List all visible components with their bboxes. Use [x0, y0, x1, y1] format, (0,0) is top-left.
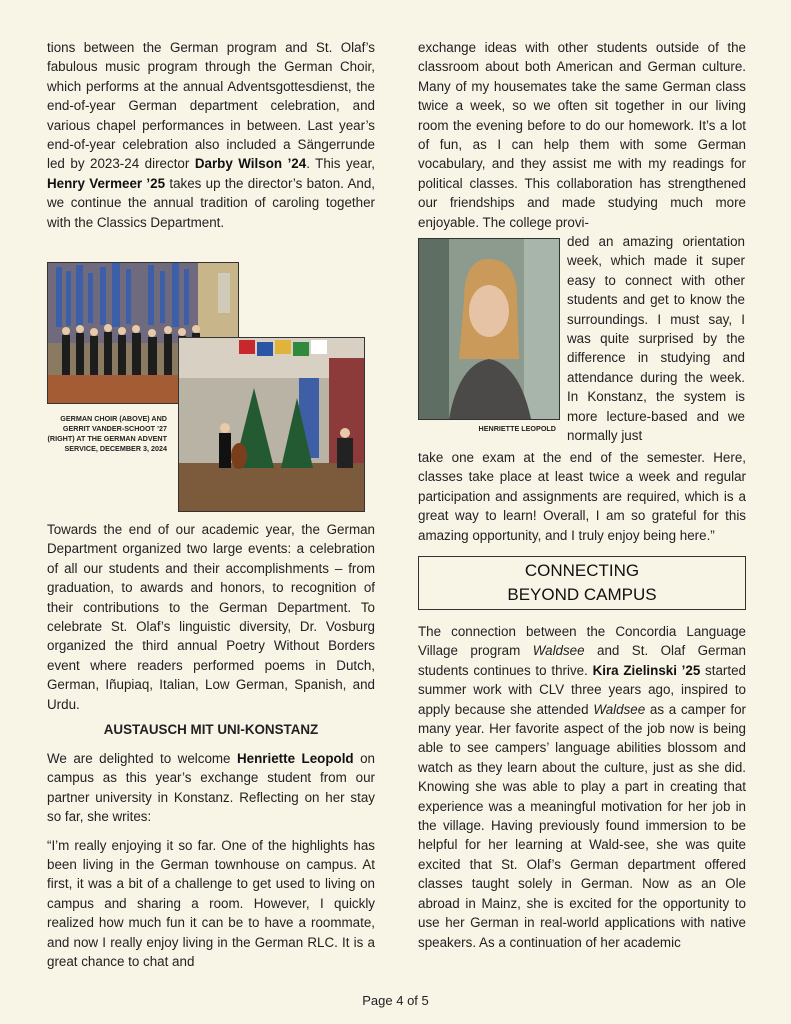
advent-service-photo: [178, 337, 365, 512]
boxed-heading: [418, 556, 746, 610]
paragraph: “I’m really enjoying it so far. One of the highlights has been living in the German townhouse on campus. At first, it was a bit of a challenge to get used to living on campus and sharing a room. However, I quickly realized how much fun it can be to have a roommate, and now I really enjoy living in the German RLC. It is a great chance to chat and: [47, 837, 375, 970]
right-column-bottom: [418, 622, 746, 952]
left-column-lower: [47, 520, 375, 714]
paragraph: Towards the end of our academic year, the German Department organized two large events: a celebration of all our students and their accomplishments – from graduation, to awards and honors, to recognition of their contributions to the German Department. To celebrate St. Olaf’s linguistic diversity, Dr. Vosburg organized the third annual Poetry Without Borders event where readers performed poems in Dutch, German, Iñupiaq, Italian, Low German, Spanish, and Urdu.: [47, 522, 375, 712]
paragraph: take one exam at the end of the semester. Here, classes take place at least twice a week and regular participation and assignments are required, which is a great way to learn! Overall, I am so grateful for this amazing opportunity, and I truly enjoy being here.”: [418, 450, 746, 543]
paragraph: exchange ideas with other students outside of the classroom about both American and German culture. Many of my housemates take the same German class twice a week, so we often sit together in our living room the evening before to do our homework. It’s a lot of fun, as I can help them with some German vocabulary, and they assist me with my readings for political classes. This collaboration has strengthened our friendships and made studying much more enjoyable. The college provi-: [418, 40, 746, 230]
left-column-bottom: [47, 749, 375, 971]
right-column-mid: [418, 448, 746, 545]
photo-caption: HENRIETTE LEOPOLD: [478, 424, 556, 433]
right-column: [418, 38, 746, 232]
right-column-wrap: [567, 232, 745, 445]
section-heading: AUSTAUSCH MIT UNI-KONSTANZ: [103, 722, 319, 737]
paragraph: We are delighted to welcome Henriette Leopold on campus as this year’s exchange student from our partner university in Konstanz. Reflecting on her stay so far, she writes:: [47, 751, 375, 825]
person-name: Kira Zielinski ’25: [592, 662, 701, 678]
page-number: Page 4 of 5: [362, 993, 429, 1008]
photo-caption: GERMAN CHOIR (ABOVE) AND GERRIT VANDER-SCHOOT ’27 (RIGHT) AT THE GERMAN ADVENT SERVICE, DECEMBER 3, 2024: [47, 414, 167, 453]
paragraph: The connection between the Concordia Language Village program Waldsee and St. Olaf German students continues to thrive. Kira Zielinski ’25 started summer work with CLV three years ago, inspired to apply because she attended Waldsee as a camper for many year. Her favorite aspect of the job now is being able to see campers’ language abilities blossom and watch as they learn about the culture, just as she did. Knowing she was able to play a part in creating that experience was a meaningful motivation for her job in the village. Having previously found immersion to be helpful for her learning at Wald-see, she was quite excited that St. Olaf’s German department offered classes taught solely in German. Now as an Ole abroad in Mainz, she is excited for the opportunity to use her German in real-world applications with native speakers. As a continuation of her academic: [418, 624, 746, 950]
boxed-heading-text: CONNECTING BEYOND CAMPUS: [507, 561, 657, 604]
person-name: Darby Wilson ’24: [194, 156, 307, 172]
henriette-leopold-portrait: [418, 238, 560, 420]
paragraph: tions between the German program and St. Olaf’s fabulous music program through the German Choir, which performs at the annual Adventsgottesdienst, the end-of-year German department celebration, and various chapel performances in between. Last year’s end-of-year celebration also included a Sängerrunde led by 2023-24 director Darby Wilson ’24. This year, Henry Vermeer ’25 takes up the director’s baton. And, we continue the annual tradition of caroling together with the Classics Department.: [47, 40, 376, 230]
left-column: [47, 38, 375, 232]
person-name: Henriette Leopold: [237, 751, 354, 766]
person-name: Henry Vermeer ’25: [47, 175, 166, 191]
paragraph: ded an amazing orientation week, which made it super easy to connect with other students and get to know the surroundings. I must say, I was quite surprised by the difference in studying and attendance during the week. In Konstanz, the system is more lecture-based and we normally just: [567, 234, 745, 444]
